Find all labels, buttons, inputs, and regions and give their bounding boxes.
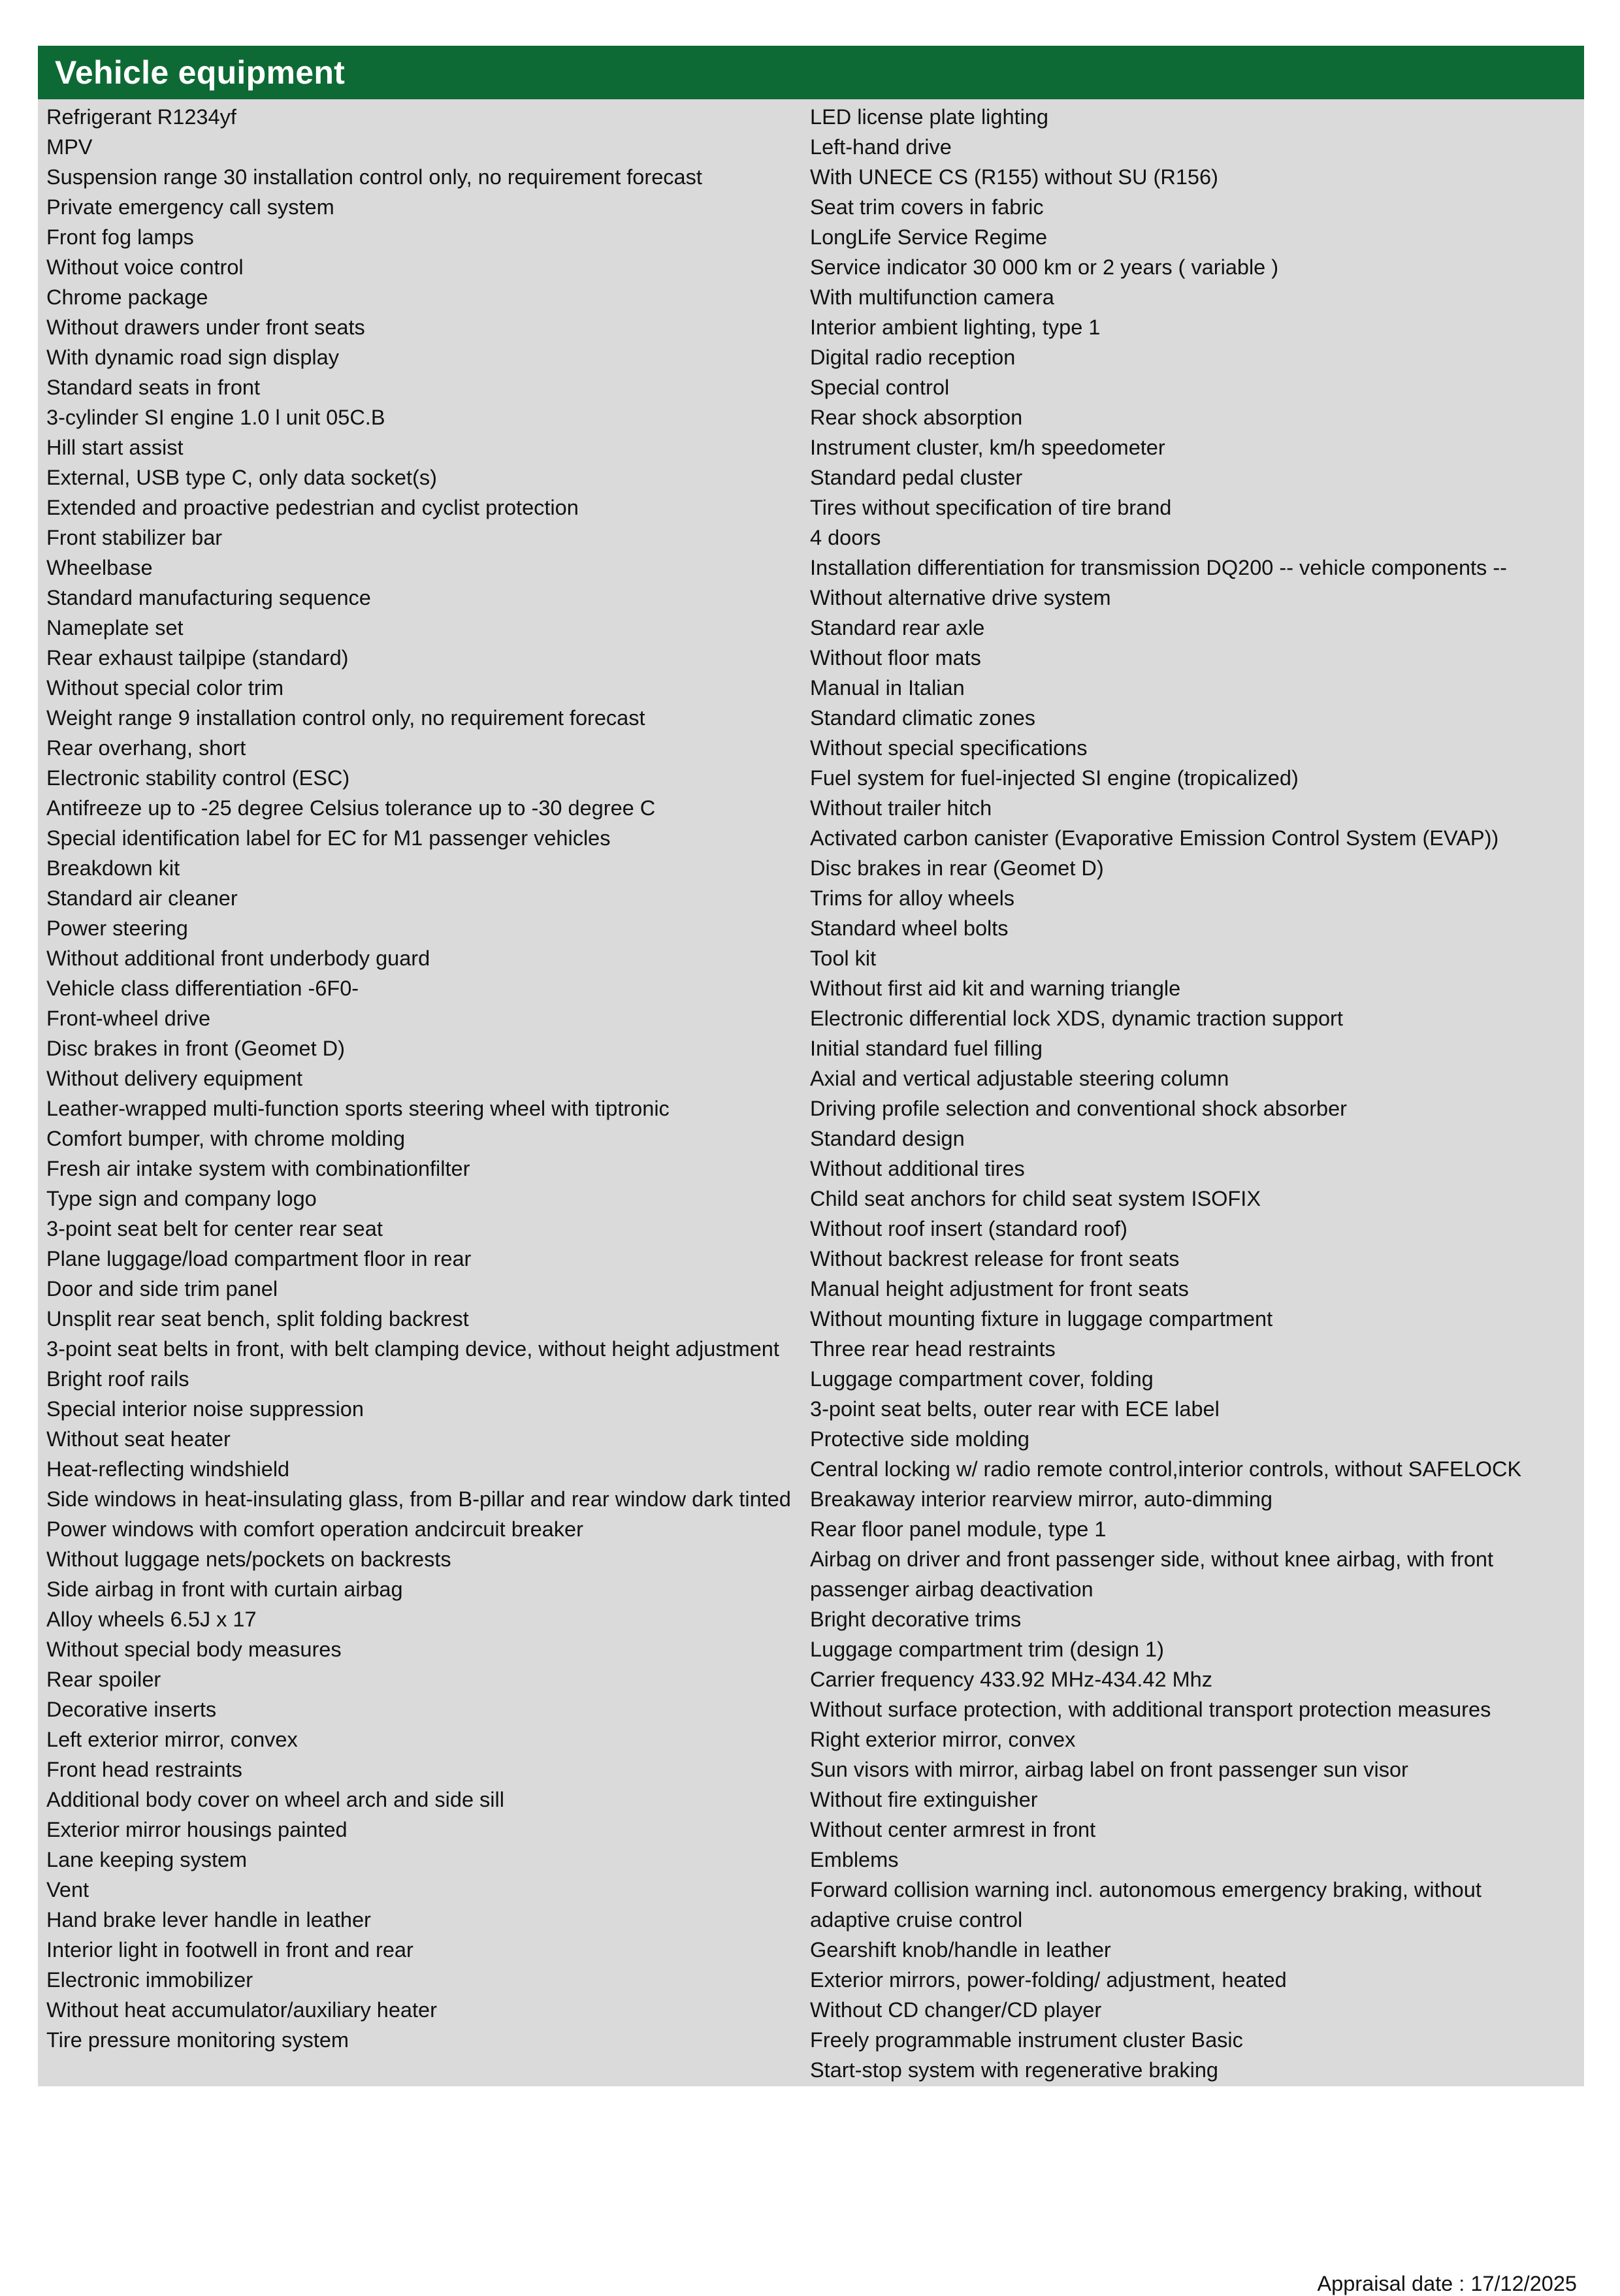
equipment-item: Lane keeping system bbox=[46, 1848, 248, 1871]
equipment-item: Side windows in heat-insulating glass, from B-pillar and rear window dark tinted bbox=[46, 1487, 791, 1511]
equipment-item: Luggage compartment cover, folding bbox=[810, 1367, 1154, 1391]
equipment-item: Special identification label for EC for M1 passenger vehicles bbox=[46, 826, 611, 850]
equipment-item: Manual in Italian bbox=[810, 676, 965, 700]
equipment-item: Disc brakes in front (Geomet D) bbox=[46, 1037, 345, 1060]
equipment-item: Central locking w/ radio remote control,interior controls, without SAFELOCK bbox=[810, 1457, 1522, 1481]
equipment-item: Side airbag in front with curtain airbag bbox=[46, 1577, 403, 1601]
equipment-item: Manual height adjustment for front seats bbox=[810, 1277, 1189, 1301]
equipment-item: Private emergency call system bbox=[46, 195, 334, 219]
equipment-item: Carrier frequency 433.92 MHz-434.42 Mhz bbox=[810, 1668, 1212, 1691]
equipment-item: Standard wheel bolts bbox=[810, 916, 1009, 940]
equipment-item: Special interior noise suppression bbox=[46, 1397, 364, 1421]
section-title: Vehicle equipment bbox=[55, 54, 346, 91]
equipment-item: Exterior mirror housings painted bbox=[46, 1818, 348, 1841]
equipment-item: Standard manufacturing sequence bbox=[46, 586, 371, 609]
equipment-item: Without trailer hitch bbox=[810, 796, 992, 820]
equipment-item: Left exterior mirror, convex bbox=[46, 1728, 298, 1751]
section-header bbox=[38, 46, 1584, 99]
equipment-item: Fuel system for fuel-injected SI engine (tropicalized) bbox=[810, 766, 1299, 790]
equipment-item: Luggage compartment trim (design 1) bbox=[810, 1638, 1164, 1661]
equipment-item: Type sign and company logo bbox=[46, 1187, 317, 1210]
equipment-item: Hill start assist bbox=[46, 436, 184, 459]
equipment-item: Without delivery equipment bbox=[46, 1067, 302, 1090]
equipment-item: Bright roof rails bbox=[46, 1367, 189, 1391]
equipment-item: Without center armrest in front bbox=[810, 1818, 1096, 1841]
equipment-item: Chrome package bbox=[46, 285, 208, 309]
equipment-item: Nameplate set bbox=[46, 616, 184, 639]
equipment-column-right bbox=[810, 99, 1584, 2085]
equipment-item: Axial and vertical adjustable steering column bbox=[810, 1067, 1229, 1090]
equipment-item: Breakaway interior rearview mirror, auto-dimming bbox=[810, 1487, 1273, 1511]
vehicle-equipment-section bbox=[38, 46, 1584, 2086]
equipment-item: 3-point seat belts in front, with belt clamping device, without height adjustment bbox=[46, 1337, 779, 1361]
equipment-item: Unsplit rear seat bench, split folding backrest bbox=[46, 1307, 469, 1331]
equipment-item: External, USB type C, only data socket(s) bbox=[46, 466, 437, 489]
equipment-item: Door and side trim panel bbox=[46, 1277, 278, 1301]
equipment-item: Forward collision warning incl. autonomous emergency braking, without adaptive cruise control bbox=[810, 1878, 1482, 1932]
equipment-item: Power windows with comfort operation andcircuit breaker bbox=[46, 1517, 583, 1541]
equipment-item: Tool kit bbox=[810, 946, 877, 970]
equipment-item: Without fire extinguisher bbox=[810, 1788, 1038, 1811]
equipment-item: With multifunction camera bbox=[810, 285, 1054, 309]
equipment-item: Without roof insert (standard roof) bbox=[810, 1217, 1127, 1240]
equipment-item: Child seat anchors for child seat system ISOFIX bbox=[810, 1187, 1261, 1210]
equipment-item: Without mounting fixture in luggage compartment bbox=[810, 1307, 1273, 1331]
equipment-item: Rear spoiler bbox=[46, 1668, 161, 1691]
equipment-item: Plane luggage/load compartment floor in rear bbox=[46, 1247, 472, 1270]
equipment-item: Activated carbon canister (Evaporative Emission Control System (EVAP)) bbox=[810, 826, 1499, 850]
equipment-item: Standard air cleaner bbox=[46, 886, 238, 910]
equipment-item: Electronic stability control (ESC) bbox=[46, 766, 350, 790]
equipment-item: Digital radio reception bbox=[810, 346, 1016, 369]
equipment-item: With UNECE CS (R155) without SU (R156) bbox=[810, 165, 1218, 189]
equipment-item: Breakdown kit bbox=[46, 856, 180, 880]
equipment-item: Initial standard fuel filling bbox=[810, 1037, 1043, 1060]
equipment-item: Rear exhaust tailpipe (standard) bbox=[46, 646, 349, 670]
equipment-item: Three rear head restraints bbox=[810, 1337, 1056, 1361]
equipment-item: Vent bbox=[46, 1878, 89, 1901]
equipment-item: Wheelbase bbox=[46, 556, 153, 579]
equipment-item: Extended and proactive pedestrian and cyclist protection bbox=[46, 496, 579, 519]
equipment-item: Rear floor panel module, type 1 bbox=[810, 1517, 1107, 1541]
equipment-item: Left-hand drive bbox=[810, 135, 952, 159]
equipment-item: Leather-wrapped multi-function sports steering wheel with tiptronic bbox=[46, 1097, 670, 1120]
equipment-item: Protective side molding bbox=[810, 1427, 1029, 1451]
equipment-item: Standard climatic zones bbox=[810, 706, 1036, 730]
appraisal-date: Appraisal date : 17/12/2025 bbox=[1317, 2272, 1577, 2295]
equipment-item: 4 doors bbox=[810, 526, 881, 549]
equipment-item: Right exterior mirror, convex bbox=[810, 1728, 1076, 1751]
equipment-item: Electronic immobilizer bbox=[46, 1968, 253, 1992]
equipment-item: Standard rear axle bbox=[810, 616, 985, 639]
equipment-item: Vehicle class differentiation -6F0- bbox=[46, 977, 359, 1000]
equipment-item: Without heat accumulator/auxiliary heater bbox=[46, 1998, 437, 2022]
equipment-item: Interior light in footwell in front and rear bbox=[46, 1938, 413, 1962]
equipment-item: 3-point seat belts, outer rear with ECE label bbox=[810, 1397, 1220, 1421]
equipment-item: Without voice control bbox=[46, 255, 244, 279]
equipment-item: Standard seats in front bbox=[46, 376, 260, 399]
equipment-item: Installation differentiation for transmission DQ200 -- vehicle components -- bbox=[810, 556, 1507, 579]
equipment-item: Front stabilizer bar bbox=[46, 526, 223, 549]
equipment-item: Instrument cluster, km/h speedometer bbox=[810, 436, 1165, 459]
equipment-item: Driving profile selection and conventional shock absorber bbox=[810, 1097, 1347, 1120]
equipment-item: Emblems bbox=[810, 1848, 899, 1871]
equipment-item: Front fog lamps bbox=[46, 225, 194, 249]
equipment-item: Bright decorative trims bbox=[810, 1608, 1022, 1631]
equipment-item: Freely programmable instrument cluster Basic bbox=[810, 2028, 1243, 2052]
equipment-item: With dynamic road sign display bbox=[46, 346, 339, 369]
equipment-item: Front head restraints bbox=[46, 1758, 242, 1781]
equipment-item: Seat trim covers in fabric bbox=[810, 195, 1044, 219]
equipment-item: Comfort bumper, with chrome molding bbox=[46, 1127, 406, 1150]
equipment-item: MPV bbox=[46, 135, 93, 159]
equipment-item: Sun visors with mirror, airbag label on front passenger sun visor bbox=[810, 1758, 1408, 1781]
equipment-item: Without surface protection, with additional transport protection measures bbox=[810, 1698, 1491, 1721]
equipment-item: Rear overhang, short bbox=[46, 736, 246, 760]
equipment-item: Electronic differential lock XDS, dynamic traction support bbox=[810, 1007, 1343, 1030]
equipment-item: Without floor mats bbox=[810, 646, 981, 670]
equipment-item: Without seat heater bbox=[46, 1427, 231, 1451]
equipment-item: Service indicator 30 000 km or 2 years ( variable ) bbox=[810, 255, 1279, 279]
equipment-item: Heat-reflecting windshield bbox=[46, 1457, 290, 1481]
equipment-item: 3-cylinder SI engine 1.0 l unit 05C.B bbox=[46, 406, 385, 429]
equipment-item: Start-stop system with regenerative braking bbox=[810, 2058, 1218, 2082]
equipment-item: Antifreeze up to -25 degree Celsius tolerance up to -30 degree C bbox=[46, 796, 656, 820]
equipment-item: Hand brake lever handle in leather bbox=[46, 1908, 371, 1932]
equipment-item: LED license plate lighting bbox=[810, 105, 1048, 129]
equipment-item: Suspension range 30 installation control only, no requirement forecast bbox=[46, 165, 702, 189]
equipment-item: Disc brakes in rear (Geomet D) bbox=[810, 856, 1104, 880]
equipment-item: Without backrest release for front seats bbox=[810, 1247, 1180, 1270]
equipment-item: 3-point seat belt for center rear seat bbox=[46, 1217, 383, 1240]
equipment-item: Exterior mirrors, power-folding/ adjustment, heated bbox=[810, 1968, 1287, 1992]
equipment-column-left bbox=[38, 99, 810, 2085]
equipment-list bbox=[38, 99, 1584, 2086]
equipment-item: Without drawers under front seats bbox=[46, 315, 365, 339]
equipment-item: Refrigerant R1234yf bbox=[46, 105, 236, 129]
equipment-item: Without CD changer/CD player bbox=[810, 1998, 1102, 2022]
equipment-item: Tires without specification of tire brand bbox=[810, 496, 1172, 519]
equipment-item: Gearshift knob/handle in leather bbox=[810, 1938, 1111, 1962]
equipment-item: Interior ambient lighting, type 1 bbox=[810, 315, 1101, 339]
equipment-item: Special control bbox=[810, 376, 950, 399]
equipment-item: Without alternative drive system bbox=[810, 586, 1111, 609]
equipment-item: Without additional tires bbox=[810, 1157, 1025, 1180]
equipment-item: Alloy wheels 6.5J x 17 bbox=[46, 1608, 257, 1631]
equipment-item: Without special body measures bbox=[46, 1638, 342, 1661]
equipment-item: Trims for alloy wheels bbox=[810, 886, 1015, 910]
equipment-item: Without additional front underbody guard bbox=[46, 946, 430, 970]
equipment-item: Rear shock absorption bbox=[810, 406, 1023, 429]
equipment-item: Fresh air intake system with combinationfilter bbox=[46, 1157, 470, 1180]
equipment-item: Without special specifications bbox=[810, 736, 1088, 760]
equipment-item: Standard design bbox=[810, 1127, 965, 1150]
equipment-item: Without first aid kit and warning triangle bbox=[810, 977, 1181, 1000]
equipment-item: LongLife Service Regime bbox=[810, 225, 1048, 249]
equipment-item: Without special color trim bbox=[46, 676, 284, 700]
equipment-item: Decorative inserts bbox=[46, 1698, 217, 1721]
equipment-item: Tire pressure monitoring system bbox=[46, 2028, 349, 2052]
equipment-item: Front-wheel drive bbox=[46, 1007, 211, 1030]
equipment-item: Airbag on driver and front passenger side, without knee airbag, with front passenger airbag deactivation bbox=[810, 1547, 1494, 1601]
equipment-item: Standard pedal cluster bbox=[810, 466, 1023, 489]
equipment-item: Weight range 9 installation control only, no requirement forecast bbox=[46, 706, 645, 730]
equipment-item: Power steering bbox=[46, 916, 188, 940]
equipment-item: Without luggage nets/pockets on backrests bbox=[46, 1547, 451, 1571]
equipment-item: Additional body cover on wheel arch and side sill bbox=[46, 1788, 504, 1811]
